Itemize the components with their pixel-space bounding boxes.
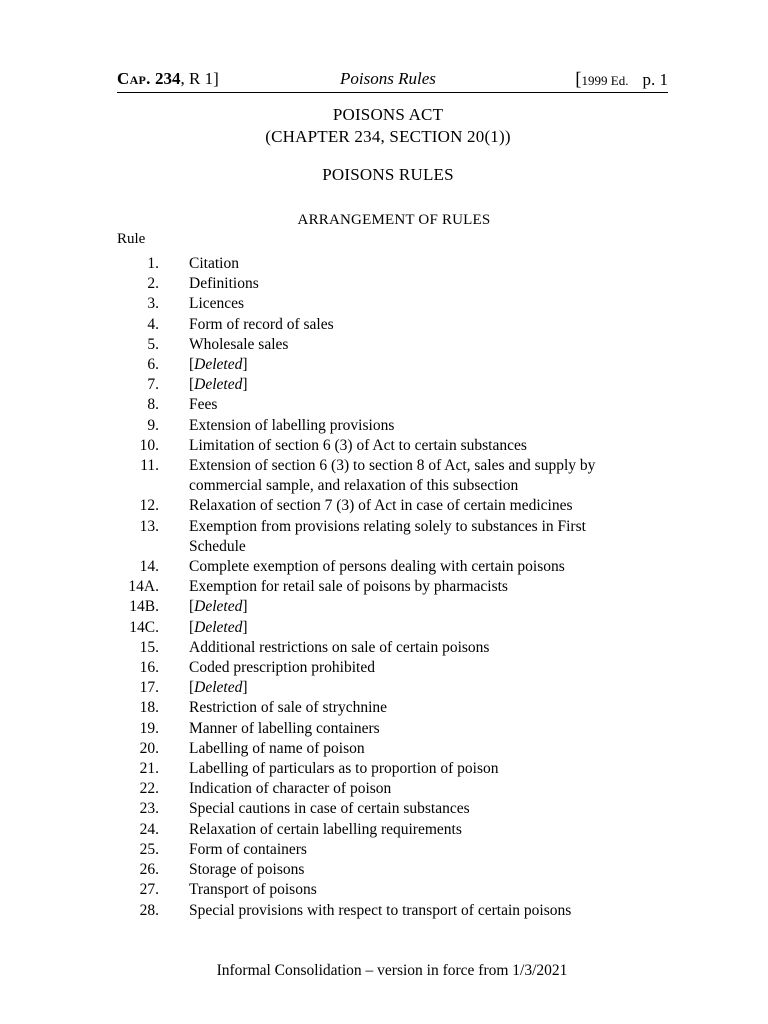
rule-title: [Deleted] (189, 679, 248, 697)
deleted-marker: Deleted (194, 618, 243, 636)
rule-title: Manner of labelling containers (189, 719, 380, 737)
rule-number: 12. (139, 497, 159, 515)
rule-item (117, 880, 677, 900)
rule-title: Special provisions with respect to transport of certain poisons (189, 901, 572, 919)
rule-title: Fees (189, 396, 218, 414)
rule-title: Special cautions in case of certain substances (189, 800, 470, 818)
rule-title: Indication of character of poison (189, 780, 392, 798)
rule-title: Exemption for retail sale of poisons by pharmacists (189, 578, 508, 596)
rule-item (117, 496, 677, 516)
rule-number: 28. (139, 901, 159, 919)
rule-item (117, 517, 677, 557)
rule-title: Restriction of sale of strychnine (189, 699, 388, 717)
rule-title: Relaxation of section 7 (3) of Act in case of certain medicines (189, 497, 573, 515)
cap-word: Cap. (117, 69, 151, 88)
running-header (117, 68, 668, 93)
rule-number: 14C. (129, 618, 159, 636)
rule-item (117, 335, 677, 355)
rules-list (117, 254, 677, 921)
rule-number: 24. (139, 820, 159, 838)
rule-title: Labelling of name of poison (189, 739, 365, 757)
header-title: Poisons Rules (340, 69, 436, 88)
rule-number: 20. (139, 739, 159, 757)
rule-number: 4. (147, 315, 159, 333)
rule-title: Labelling of particulars as to proportion of poison (189, 760, 499, 778)
rule-column-label: Rule (117, 231, 146, 247)
rule-item (117, 395, 677, 415)
chapter-subtitle: (CHAPTER 234, SECTION 20(1)) (265, 127, 511, 146)
rule-title: Transport of poisons (189, 881, 317, 899)
arrangement-heading: ARRANGEMENT OF RULES (297, 212, 491, 228)
rule-title: Form of containers (189, 840, 307, 858)
rule-number: 25. (139, 840, 159, 858)
deleted-marker: Deleted (194, 598, 243, 616)
rule-title: Limitation of section 6 (3) of Act to certain substances (189, 436, 527, 454)
deleted-marker: Deleted (194, 679, 243, 697)
cap-number: 234 (154, 69, 181, 88)
rule-title: [Deleted] (189, 356, 248, 374)
edition-page-ref (575, 69, 668, 91)
rule-item (117, 577, 677, 597)
rule-title: Citation (189, 255, 239, 272)
deleted-marker: Deleted (194, 356, 243, 374)
rule-title: [Deleted] (189, 598, 248, 616)
rule-number: 5. (147, 335, 159, 353)
rule-number: 9. (147, 416, 159, 434)
rule-title: Storage of poisons (189, 861, 305, 879)
rule-title: Form of record of sales (189, 315, 334, 333)
rule-number: 14. (139, 558, 159, 576)
rule-item (117, 375, 677, 395)
rule-title: Extension of section 6 (3) to section 8 of Act, sales and supply by commercial sample, and relaxation of this subsection (189, 457, 596, 495)
rule-item (117, 698, 677, 718)
rule-item (117, 557, 677, 577)
edition-bracket: [ (575, 69, 582, 90)
rule-item (117, 456, 677, 496)
edition-label: 1999 Ed. (581, 73, 629, 88)
rule-item (117, 274, 677, 294)
rule-number: 23. (139, 800, 159, 818)
rule-item (117, 658, 677, 678)
rule-number: 13. (139, 517, 159, 535)
rules-title: POISONS RULES (322, 165, 454, 184)
rule-item (117, 719, 677, 739)
deleted-marker: Deleted (194, 376, 243, 394)
rule-number: 3. (147, 295, 159, 313)
rule-item (117, 678, 677, 698)
rule-item (117, 840, 677, 860)
rule-item (117, 436, 677, 456)
rule-number: 8. (147, 396, 159, 414)
rule-item (117, 820, 677, 840)
rule-number: 14B. (129, 598, 159, 616)
rule-item (117, 901, 677, 921)
cap-rule-ref: , R 1] (180, 69, 219, 88)
rule-item (117, 254, 677, 274)
consolidation-footer: Informal Consolidation – version in force from 1/3/2021 (216, 962, 568, 979)
rule-number: 19. (139, 719, 159, 737)
rule-item (117, 355, 677, 375)
rule-title: Extension of labelling provisions (189, 416, 395, 434)
rule-item (117, 416, 677, 436)
rule-item (117, 315, 677, 335)
rule-item (117, 779, 677, 799)
rule-number: 2. (147, 275, 159, 293)
rule-title: Exemption from provisions relating solely to substances in First Schedule (189, 517, 586, 555)
rule-title: Complete exemption of persons dealing with certain poisons (189, 558, 565, 576)
rule-item (117, 638, 677, 658)
rule-title: Definitions (189, 275, 259, 293)
rule-number: 15. (139, 638, 159, 656)
rule-item (117, 597, 677, 617)
rule-item (117, 799, 677, 819)
rule-title: [Deleted] (189, 618, 248, 636)
rule-number: 14A. (128, 578, 159, 596)
rule-item (117, 294, 677, 314)
rule-item (117, 759, 677, 779)
rule-number: 1. (147, 255, 159, 272)
rule-number: 16. (139, 659, 159, 677)
rule-title: Relaxation of certain labelling requirements (189, 820, 462, 838)
rule-number: 6. (147, 356, 159, 374)
act-title: POISONS ACT (332, 105, 444, 124)
rule-item (117, 860, 677, 880)
rule-title: Wholesale sales (189, 335, 289, 353)
rule-number: 7. (147, 376, 159, 394)
rule-item (117, 618, 677, 638)
rule-item (117, 739, 677, 759)
rule-title: Coded prescription prohibited (189, 659, 375, 677)
rule-title: Additional restrictions on sale of certain poisons (189, 638, 490, 656)
page-number: p. 1 (642, 70, 668, 89)
rule-title: Licences (189, 295, 245, 313)
rule-number: 11. (140, 457, 159, 475)
rule-number: 18. (139, 699, 159, 717)
rule-number: 27. (139, 881, 159, 899)
rule-number: 26. (139, 861, 159, 879)
rule-number: 17. (139, 679, 159, 697)
rule-number: 22. (139, 780, 159, 798)
rule-number: 10. (139, 436, 159, 454)
rule-number: 21. (139, 760, 159, 778)
chapter-reference (117, 69, 219, 89)
rule-title: [Deleted] (189, 376, 248, 394)
